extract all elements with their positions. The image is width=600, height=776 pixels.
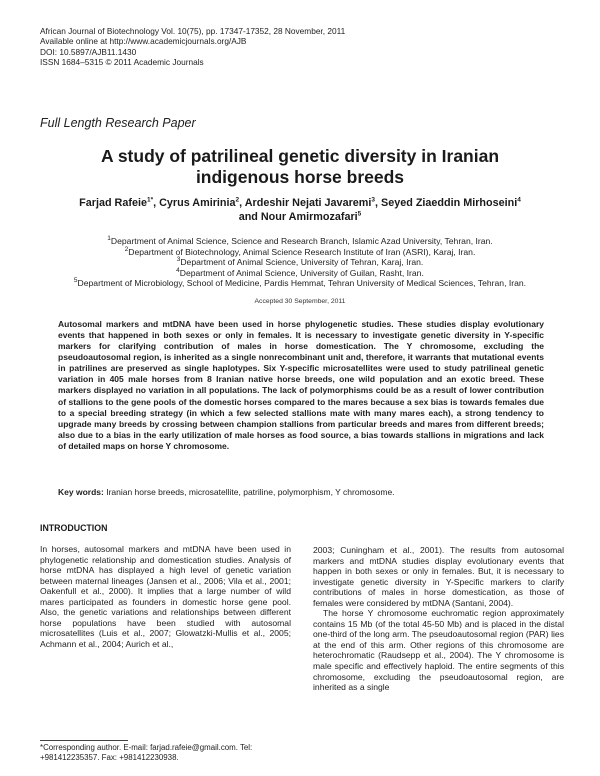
author-affil-num: 4 bbox=[517, 196, 521, 204]
title-line-2: indigenous horse breeds bbox=[195, 167, 405, 187]
affiliation-num: 2 bbox=[124, 245, 129, 253]
author-affil-num: 2 bbox=[235, 196, 240, 204]
affiliation-item bbox=[30, 278, 570, 289]
issn-line: ISSN 1684–5315 © 2011 Academic Journals bbox=[40, 57, 204, 68]
author-separator: , bbox=[153, 197, 160, 209]
author-name: Farjad Rafeie bbox=[79, 197, 147, 209]
title-line-1: A study of patrilineal genetic diversity in Iranian bbox=[100, 146, 500, 166]
author-line-1 bbox=[40, 197, 560, 211]
affiliation-item bbox=[30, 247, 570, 258]
footnote-divider bbox=[40, 740, 128, 741]
affiliation-num: 1 bbox=[107, 235, 111, 243]
affiliations bbox=[30, 236, 570, 289]
keywords bbox=[58, 487, 544, 498]
keywords-text: Iranian horse breeds, microsatellite, patriline, polymorphism, Y chromosome. bbox=[106, 487, 395, 497]
affiliation-text: Department of Animal Science, University of Guilan, Rasht, Iran. bbox=[179, 267, 424, 278]
author-list bbox=[40, 197, 560, 224]
section-heading-introduction: INTRODUCTION bbox=[40, 523, 108, 533]
corresponding-author-footnote: *Corresponding author. E-mail: farjad.rafeie@gmail.com. Tel: +981412235357. Fax: +981412230938. bbox=[40, 743, 253, 763]
author-name: and Nour Amirmozafari bbox=[238, 210, 358, 223]
keywords-label: Key words: bbox=[58, 487, 104, 497]
affiliation-text: Department of Animal Science, University of Tehran, Karaj, Iran. bbox=[180, 257, 424, 267]
accepted-date: Accepted 30 September, 2011 bbox=[254, 298, 346, 305]
journal-citation: African Journal of Biotechnology Vol. 10(75), pp. 17347-17352, 28 November, 2011 bbox=[40, 26, 346, 36]
affiliation-num: 4 bbox=[176, 266, 180, 274]
paper-type: Full Length Research Paper bbox=[40, 116, 196, 130]
right-column bbox=[313, 545, 564, 693]
left-column bbox=[40, 544, 291, 649]
author-affil-num: 5 bbox=[357, 209, 362, 217]
author-line-2 bbox=[40, 211, 560, 225]
paragraph: 2003; Cuningham et al., 2001). The results from autosomal markers and mtDNA studies display evolutionary events that happen in both sexes or only in females. But, it is necessary to investigate genetic diversity in Y-Specific markers to clarify contributions of males in horse domestication, as those of females were considered by mtDNA (Santani, 2004). bbox=[313, 545, 564, 608]
author-affil-num: 1 bbox=[146, 196, 151, 204]
affiliation-num: 3 bbox=[176, 256, 181, 264]
author-name: Ardeshir Nejati Javaremi bbox=[244, 197, 372, 209]
affiliation-item bbox=[30, 268, 570, 279]
affiliation-item bbox=[30, 236, 570, 247]
author-name: Seyed Ziaeddin Mirhoseini bbox=[381, 197, 518, 209]
availability-line: Available online at http://www.academicjournals.org/AJB bbox=[40, 36, 247, 47]
affiliation-num: 5 bbox=[73, 277, 78, 285]
author-affil-num: 3 bbox=[371, 196, 376, 204]
doi-line: DOI: 10.5897/AJB11.1430 bbox=[40, 46, 137, 57]
affiliation-text: Department of Animal Science, Science and Research Branch, Islamic Azad University, Tehran, Iran. bbox=[110, 236, 493, 246]
author-separator: , bbox=[239, 197, 245, 209]
affiliation-text: Department of Microbiology, School of Medicine, Pardis Hemmat, Tehran University of Medical Sciences, Tehran, Iran. bbox=[77, 278, 527, 288]
affiliation-text: Department of Biotechnology, Animal Science Research Institute of Iran (ASRI), Karaj, Iran. bbox=[128, 246, 476, 257]
author-separator: , bbox=[375, 197, 382, 209]
paragraph: The horse Y chromosome euchromatic region approximately contains 15 Mb (of the total 45-50 Mb) and is placed in the distal one-third of the long arm. The pseudoautosomal region (PAR) lies at the end of this arm. Other regions of this chromosome are heterochromatic (Raudsepp et al., 2004). The Y chromosome is male specific and effectively haploid. The entire segments of this chromosome, excluding the pseudoautosomal region, are inherited as a single bbox=[313, 608, 564, 693]
journal-header bbox=[40, 26, 345, 68]
abstract: Autosomal markers and mtDNA have been used in horse phylogenetic studies. These studies display evolutionary events that happened in both sexes or only in females. It is necessary to investigate genetic diversity in Y-specific markers for clarifying contribution of males in horse domestication. The Y chromosome, excluding the pseudoautosomal region, is inherited as a single nonrecombinant unit and, therefore, it warrants that mutational events in patrilines are preserved as single haplotypes. Six Y-specific microsatellites were used to study patrilineal genetic variation in 405 male horses from 8 Iranian native horse breeds, one wild population and an exotic breed. These markers displayed no variation in all populations. The lack of polymorphisms could be as a result of lower contribution of stallions to the gene pools of the domestic horses compared to the mares because a sex bias is towards females due to a special breeding strategy (in which a few selected stallions mate with many mares each), a strong tendency to upgrade many breeds by crossing between champion stallions from particular breeds and mares from different breeds; also due to a bias in the early utilization of male horses as food source, a bias towards stallions in migrations and lack of detailed maps on horse Y chromosome. bbox=[58, 319, 544, 451]
corresponding-mark: * bbox=[150, 196, 154, 204]
affiliation-item bbox=[30, 257, 570, 268]
paragraph: In horses, autosomal markers and mtDNA have been used in phylogenetic relationship and domestication studies. Analysis of horse mtDNA has displayed a high level of genetic variation between maternal lineages (Jansen et al., 2006; Vila et al., 2001; Oakenfull et al., 2000). It implies that a large number of wild mares participated as founders in domestic horse gene pool. Also, the genetic variations and relationships between different horse populations have been studied with autosomal microsatellites (Luis et al., 2007; Glowatzki-Mullis et al., 2005; Achmann et al., 2004; Aurich et al., bbox=[40, 544, 291, 649]
paper-title bbox=[40, 146, 560, 188]
author-name: Cyrus Amirinia bbox=[159, 197, 236, 209]
